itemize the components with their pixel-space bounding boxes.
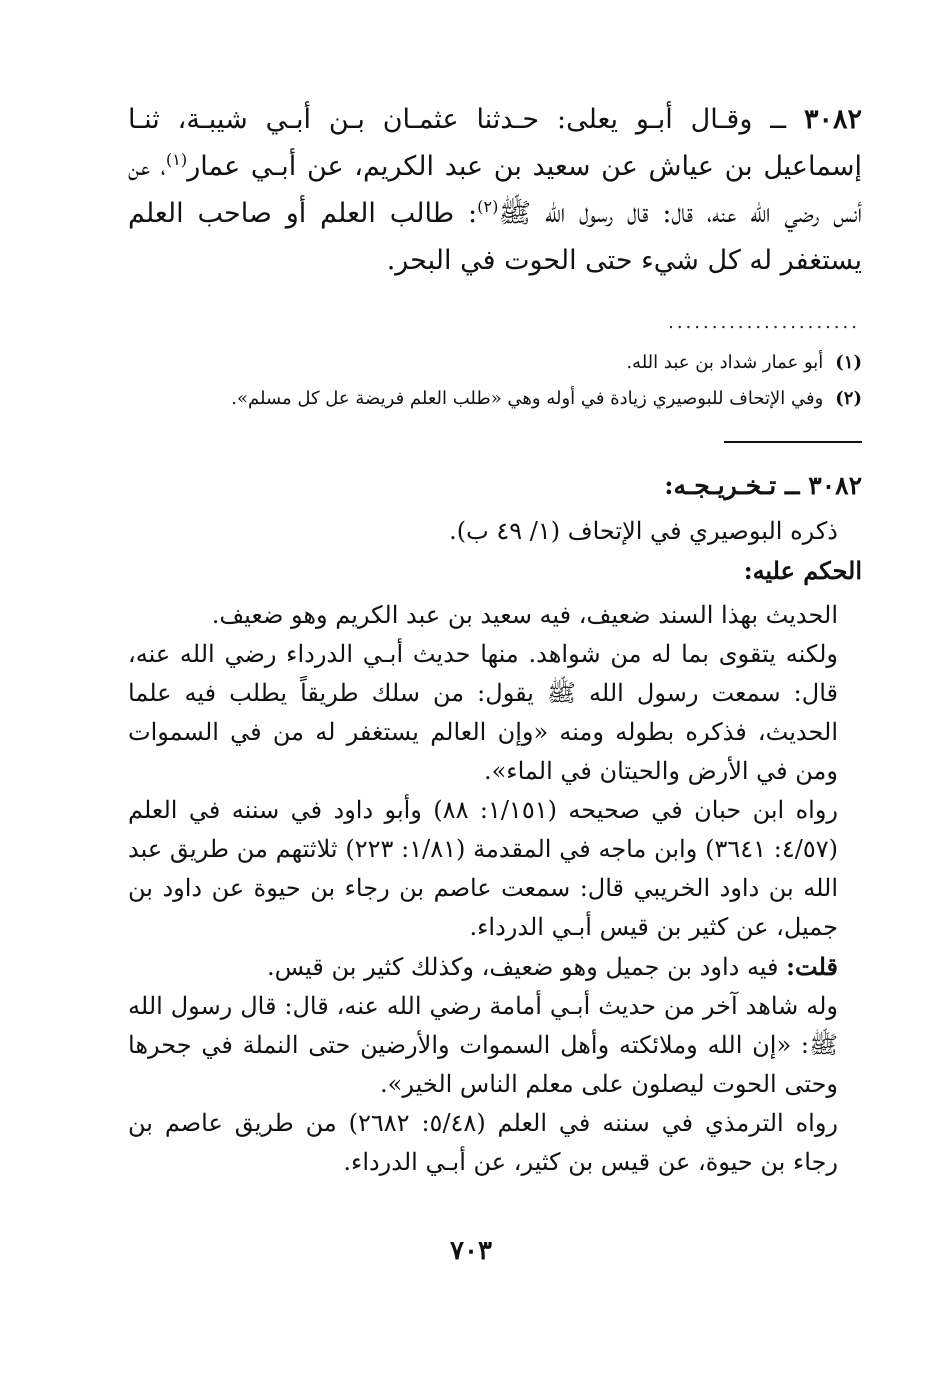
footnote-2-text: وفي الإتحاف للبوصيري زيادة في أوله وهي «طلب العلم فريضة عل كل مسلم». [231, 388, 824, 409]
footnote-mark-2: (٢) [477, 197, 499, 216]
footnotes [128, 345, 862, 417]
takhrij-source: ذكره البوصيري في الإتحاف (١/ ٤٩ ب). [449, 517, 838, 545]
hadith-text [128, 96, 862, 284]
tirmidhi-paragraph: رواه الترمذي في سننه في العلم (٥/٤٨: ٢٦٨٢) من طريق عاصم بن رجاء بن حيوة، عن قيس بن كثير، عن أبـي الدرداء. [128, 1109, 838, 1176]
footnote-1-text: أبو عمار شداد بن عبد الله. [626, 352, 824, 373]
footnote-2 [128, 381, 862, 417]
hukm-heading: الحكم عليه: [743, 556, 862, 585]
qultu-label: قلت: [786, 952, 838, 981]
footnote-mark-1: (١) [165, 150, 188, 169]
shawahid-paragraph: ولكنه يتقوى بما له من شواهد. منها حديث أبـي الدرداء رضي الله عنه، قال: سمعت رسول الله ﷺ يقول: من سلك طريقاً يطلب فيه علما الحديث، فذكره بطوله ومنه «وإن العالم يستغفر له من في السموات ومن في الأرض والحيتان في الماء». [128, 640, 838, 785]
hadith-number: ٣٠٨٢ [803, 104, 862, 135]
footnote-2-number: (٢) [835, 388, 862, 409]
hadith-text-part-c: : طالب العلم أو صاحب العلم يستغفر له كل شيء حتى الحوت في البحر. [128, 198, 862, 276]
abu-umama-paragraph: وله شاهد آخر من حديث أبـي أمامة رضي الله عنه، قال: قال رسول الله ﷺ: «إن الله وملائكته وأهل السموات والأرضين حتى النملة في جحرها وحتى الحوت ليصلون على معلم الناس الخير». [128, 992, 838, 1098]
takhrij-heading: ٣٠٨٢ ــ تـخـريـجـه: [664, 471, 862, 500]
hadith-text-part-a: وقـال أبـو يعلى: حـدثنا عثمـان بـن أبـي شيبـة، ثنـا إسماعيل بن عياش عن سعيد بن عبد الكريم، عن أبـي عمار [128, 104, 862, 182]
hadith-dash: ــ [752, 104, 804, 135]
hadith-text-part-b: ، عن أنس رضي الله عنه، قال: قال رسول الله ﷺ [128, 151, 862, 229]
qultu-text: فيه داود بن جميل وهو ضعيف، وكذلك كثير بن قيس. [266, 953, 787, 981]
takhrij-body [128, 512, 862, 1182]
page-number: ٧٠٣ [450, 1236, 492, 1266]
footnote-separator-dots: ...................... [668, 312, 860, 333]
ruling-paragraph: الحديث بهذا السند ضعيف، فيه سعيد بن عبد الكريم وهو ضعيف. [211, 601, 838, 629]
section-divider [724, 441, 862, 443]
footnote-1-number: (١) [835, 352, 862, 373]
narrators-paragraph: رواه ابن حبان في صحيحه (١/١٥١: ٨٨) وأبو داود في سننه في العلم (٤/٥٧: ٣٦٤١) وابن ماجه في المقدمة (١/٨١: ٢٢٣) ثلاثتهم من طريق عبد الله بن داود الخريبي قال: سمعت عاصم بن رجاء بن حيوة عن داود بن جميل، عن كثير بن قيس أبـي الدرداء. [128, 796, 839, 941]
qultu-paragraph [128, 947, 862, 987]
footnote-1 [128, 345, 862, 381]
